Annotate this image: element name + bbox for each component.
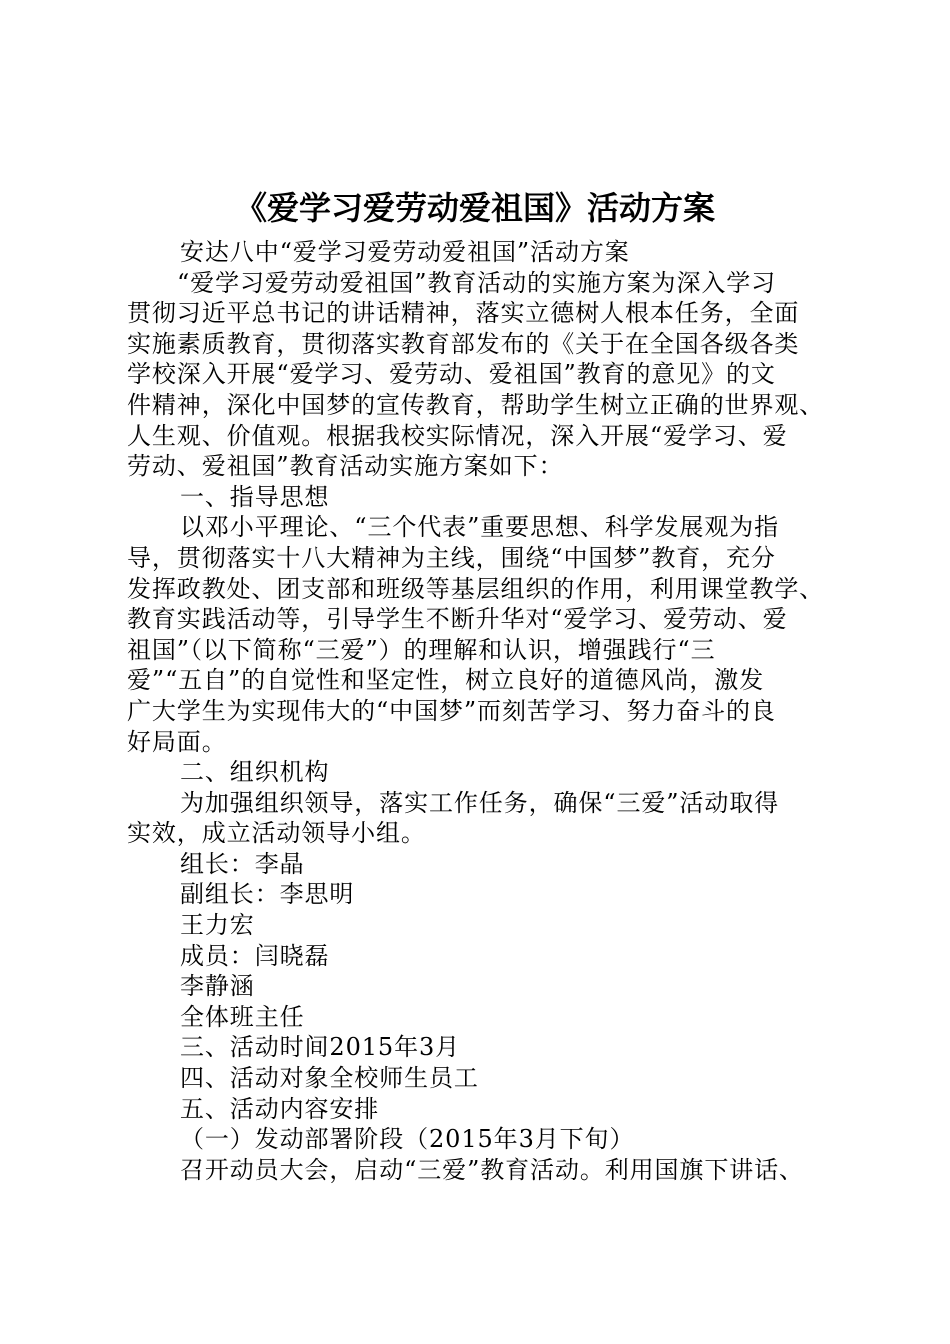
paragraph-line: 学校深入开展“爱学习、爱劳动、爱祖国”教育的意见》的文 xyxy=(127,360,776,389)
member-name-line: 全体班主任 xyxy=(180,1002,305,1031)
subtitle-line: 安达八中“爱学习爱劳动爱祖国”活动方案 xyxy=(180,238,630,266)
member-name-line: 王力宏 xyxy=(180,911,255,940)
section-heading: 二、组织机构 xyxy=(180,758,330,787)
document-title: 《爱学习爱劳动爱祖国》活动方案 xyxy=(234,189,715,227)
paragraph-line: “爱学习爱劳动爱祖国”教育活动的实施方案为深入学习 xyxy=(177,268,777,297)
paragraph-line: 爱”“五自”的自觉性和坚定性，树立良好的道德风尚，激发 xyxy=(127,666,765,695)
section-heading: 三、活动时间2015年3月 xyxy=(180,1033,461,1062)
document-body xyxy=(127,237,847,1185)
paragraph-line: 为加强组织领导，落实工作任务，确保“三爱”活动取得 xyxy=(180,788,780,817)
paragraph-line: 劳动、爱祖国”教育活动实施方案如下： xyxy=(127,452,564,481)
paragraph-line: 教育实践活动等，引导学生不断升华对“爱学习、爱劳动、爱 xyxy=(127,605,788,634)
section-heading: 一、指导思想 xyxy=(180,482,330,511)
paragraph-line: 好局面。 xyxy=(127,727,227,756)
leader-line: 组长：李晶 xyxy=(180,849,305,878)
paragraph-line: 实施素质教育，贯彻落实教育部发布的《关于在全国各级各类 xyxy=(127,329,800,358)
paragraph-line: 导，贯彻落实十八大精神为主线，围绕“中国梦”教育，充分 xyxy=(127,543,776,572)
subsection-heading: （一）发动部署阶段（2015年3月下旬） xyxy=(180,1125,635,1154)
paragraph-line: 发挥政教处、团支部和班级等基层组织的作用，利用课堂教学、 xyxy=(127,574,825,603)
member-name-line: 李静涵 xyxy=(180,972,255,1001)
paragraph-line: 件精神，深化中国梦的宣传教育，帮助学生树立正确的世界观、 xyxy=(127,390,825,419)
paragraph-line: 实效，成立活动领导小组。 xyxy=(127,819,426,848)
members-line: 成员：闫晓磊 xyxy=(180,941,330,970)
paragraph-line: 广大学生为实现伟大的“中国梦”而刻苦学习、努力奋斗的良 xyxy=(127,696,776,725)
paragraph-line: 贯彻习近平总书记的讲话精神，落实立德树人根本任务，全面 xyxy=(127,299,800,328)
deputy-leader-line: 副组长：李思明 xyxy=(180,880,355,909)
paragraph-line: 祖国”（以下简称“三爱”）的理解和认识，增强践行“三 xyxy=(127,635,716,664)
paragraph-line: 以邓小平理论、“三个代表”重要思想、科学发展观为指 xyxy=(180,513,780,542)
paragraph-line: 召开动员大会，启动“三爱”教育活动。利用国旗下讲话、 xyxy=(180,1155,804,1184)
section-heading: 四、活动对象全校师生员工 xyxy=(180,1064,479,1093)
section-heading: 五、活动内容安排 xyxy=(180,1094,380,1123)
paragraph-line: 人生观、价值观。根据我校实际情况，深入开展“爱学习、爱 xyxy=(127,421,788,450)
